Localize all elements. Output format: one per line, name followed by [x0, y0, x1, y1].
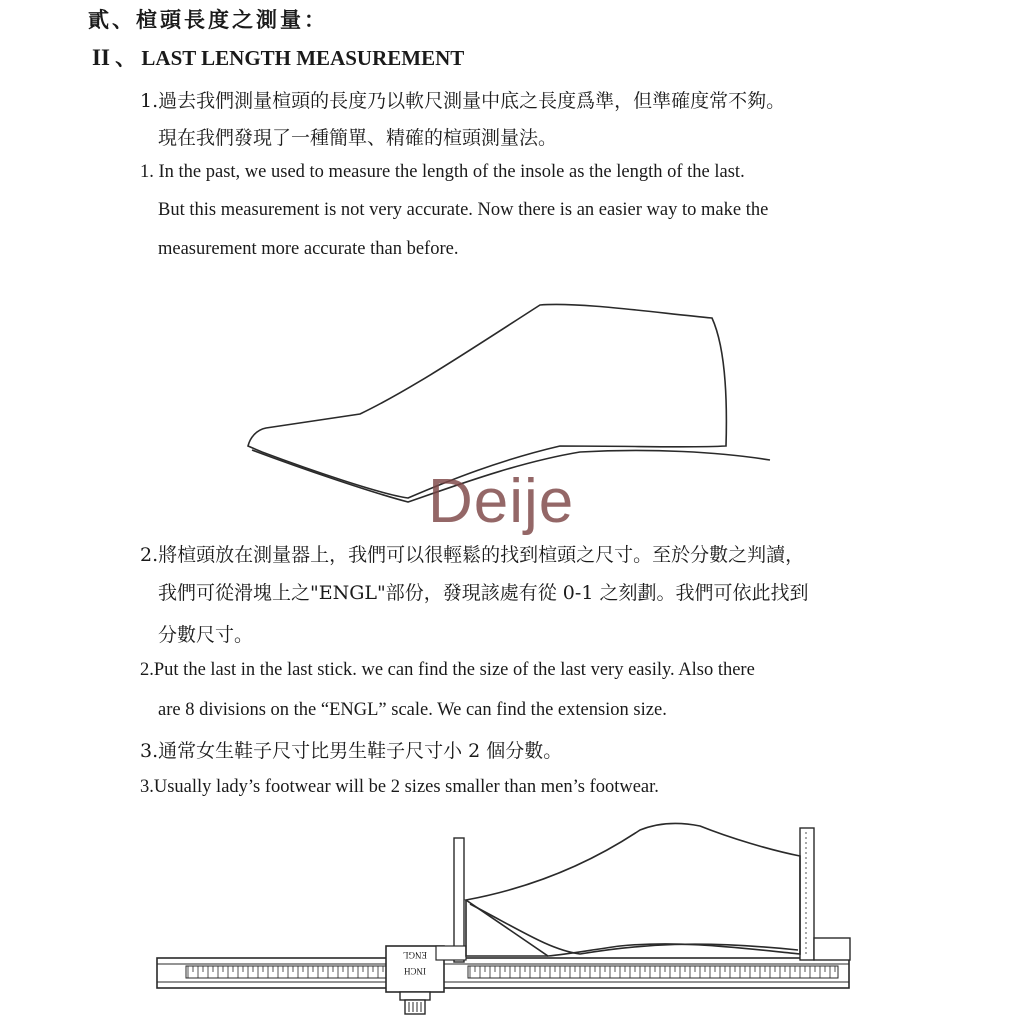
para2-cn-line1: 2.將楦頭放在測量器上，我們可以很輕鬆的找到楦頭之尺寸。至於分數之判讀，	[140, 544, 805, 566]
para1-en-line3: measurement more accurate than before.	[158, 239, 459, 259]
para3-cn-line1: 3.通常女生鞋子尺寸比男生鞋子尺寸小 2 個分數。	[140, 740, 563, 762]
para2-en-line1: 2.Put the last in the last stick. we can find the size of the last very easily. Also there	[140, 660, 755, 680]
slider-label-engl: ENGL	[403, 950, 427, 960]
para2-cn-line2: 我們可從滑塊上之"ENGL"部份，發現該處有從 0-1 之刻劃。我們可依此找到	[158, 582, 809, 604]
para2-en-line2: are 8 divisions on the “ENGL” scale. We can find the extension size.	[158, 700, 667, 720]
para3-en-line1: 3.Usually lady’s footwear will be 2 sizes smaller than men’s footwear.	[140, 777, 659, 797]
section-title-cn: 貳、楦頭長度之測量：	[88, 7, 328, 32]
para1-cn-line2: 現在我們發現了一種簡單、精確的楦頭測量法。	[158, 127, 558, 149]
section-separator: 、	[115, 45, 137, 70]
section-title-text: LAST LENGTH MEASUREMENT	[141, 46, 465, 70]
para1-en-line1: 1. In the past, we used to measure the length of the insole as the length of the last.	[140, 162, 745, 182]
para2-cn-line3: 分數尺寸。	[158, 624, 254, 646]
slider-label-inch: INCH	[404, 966, 426, 976]
para1-en-line2: But this measurement is not very accurate. Now there is an easier way to make the	[158, 200, 769, 220]
section-numeral: II	[92, 45, 110, 70]
watermark: Deije	[428, 467, 575, 536]
para1-cn-line1: 1.過去我們測量楦頭的長度乃以軟尺測量中底之長度爲準，但準確度常不夠。	[140, 90, 786, 112]
measuring-stick-figure	[157, 823, 850, 1014]
